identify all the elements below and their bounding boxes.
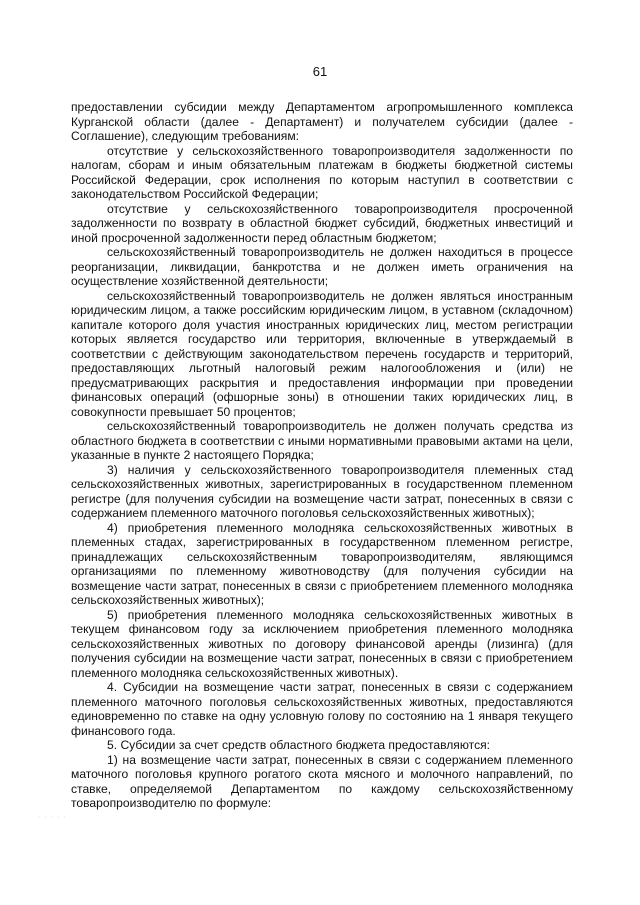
page-number: 61 — [312, 64, 328, 79]
paragraph: 4) приобретения племенного молодняка сельскохозяйственных животных в племенных стадах, зарегистрированных в государственном племенном регистре, принадлежащих сельскохозяйственным товаропроизводителям, являющимся организациями по племенному животноводству (для получения субсидии на возмещение части затрат, понесенных в связи с приобретением племенного молодняка сельскохозяйственных животных); — [71, 520, 573, 607]
paragraph: 5. Субсидии за счет средств областного бюджета предоставляются: — [107, 738, 491, 752]
paragraph: 1) на возмещение части затрат, понесенных в связи с содержанием племенного маточного поголовья крупного рогатого скота мясного и молочного направлений, по ставке, определяемой Департаментом по каждому сельскохозяйственному товаропроизводителю по формуле: — [71, 752, 573, 810]
paragraph: отсутствие у сельскохозяйственного товаропроизводителя задолженности по налогам, сборам и иным обязательным платежам в бюджеты бюджетной системы Российской Федерации, срок исполнения по которым наступил в соответствии с законодательством Российской Федерации; — [71, 143, 573, 201]
paragraph: сельскохозяйственный товаропроизводитель не должен получать средства из областного бюджета в соответствии с иными нормативными правовыми актами на цели, указанные в пункте 2 настоящего Порядка; — [71, 419, 573, 462]
paragraph: 5) приобретения племенного молодняка сельскохозяйственных животных в текущем финансовом году за исключением приобретения племенного молодняка сельскохозяйственных животных по договору финансовой аренды (лизинга) (для получения субсидии на возмещение части затрат, понесенных в связи с приобретением племенного молодняка сельскохозяйственных животных). — [71, 607, 573, 680]
document-body — [71, 100, 573, 811]
paragraph: 4. Субсидии на возмещение части затрат, понесенных в связи с содержанием племенного маточного поголовья сельскохозяйственных животных, предоставляются единовременно по ставке на одну условную голову по состоянию на 1 января текущего финансового года. — [71, 680, 573, 738]
paragraph: предоставлении субсидии между Департаментом агропромышленного комплекса Курганской области (далее - Департамент) и получателем субсидии (далее - Соглашение), следующим требованиям: — [71, 100, 573, 143]
paragraph: сельскохозяйственный товаропроизводитель не должен являться иностранным юридическим лицом, а также российским юридическим лицом, в уставном (складочном) капитале которого доля участия иностранных юридических лиц, местом регистрации которых является государство или территория, включенные в утверждаемый в соответствии с действующим законодательством перечень государств и территорий, предоставляющих льготный налоговый режим налогообложения и (или) не предусматривающих раскрытия и предоставления информации при проведении финансовых операций (офшорные зоны) в отношении таких юридических лиц, в совокупности превышает 50 процентов; — [71, 288, 573, 419]
paragraph: сельскохозяйственный товаропроизводитель не должен находиться в процессе реорганизации, ликвидации, банкротства и не должен иметь ограничения на осуществление хозяйственной деятельности; — [71, 245, 573, 288]
scan-artifact: · · · · · — [38, 814, 67, 821]
paragraph: отсутствие у сельскохозяйственного товаропроизводителя просроченной задолженности по возврату в областной бюджет субсидий, бюджетных инвестиций и иной просроченной задолженности перед областным бюджетом; — [71, 201, 573, 245]
paragraph: 3) наличия у сельскохозяйственного товаропроизводителя племенных стад сельскохозяйственных животных, зарегистрированных в государственном племенном регистре (для получения субсидии на возмещение части затрат, понесенных в связи с содержанием племенного маточного поголовья сельскохозяйственных животных); — [71, 462, 573, 520]
